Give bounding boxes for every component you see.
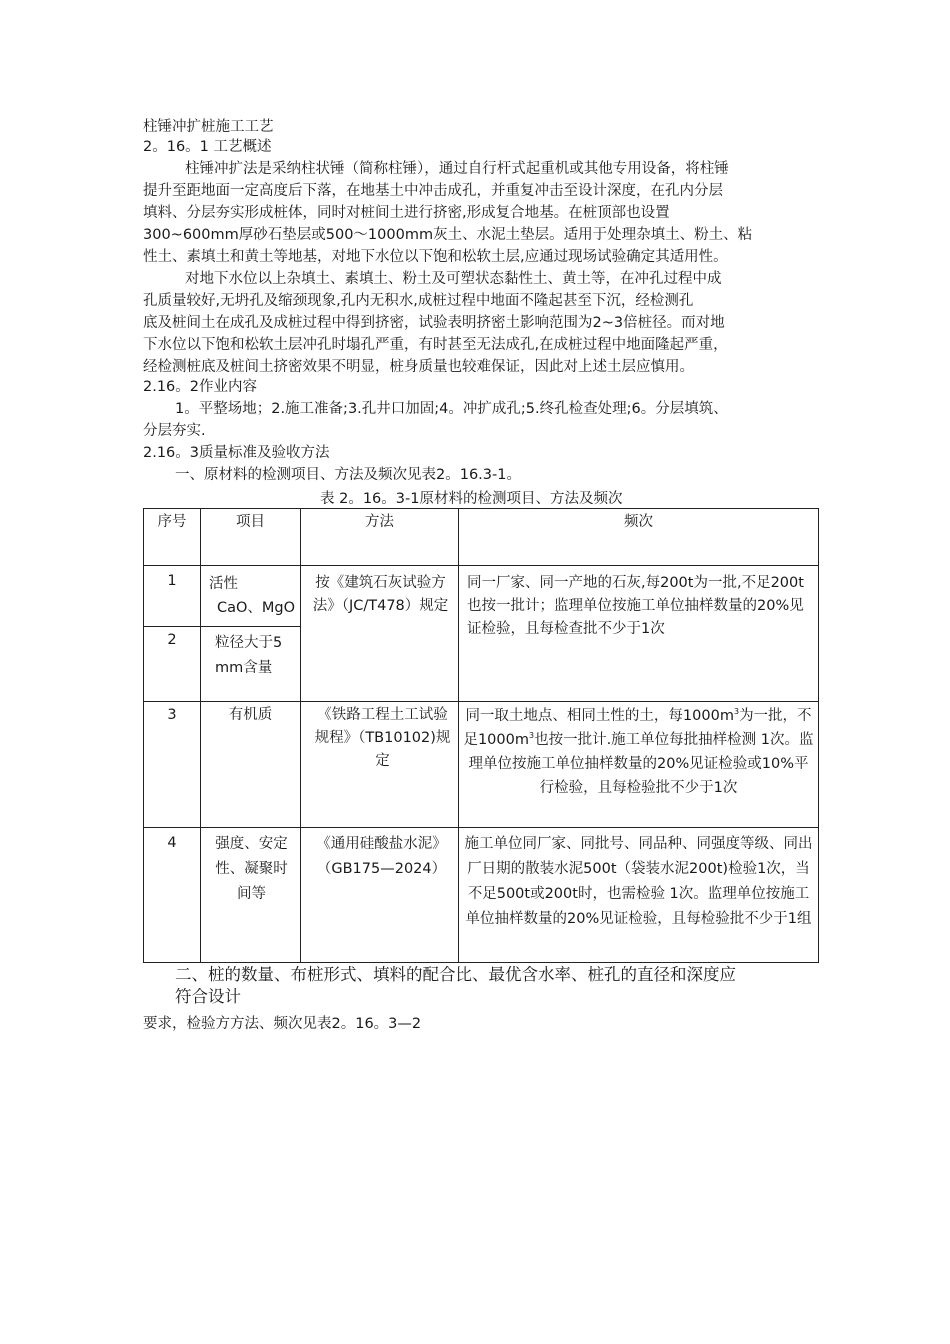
header-cell-no: 序号 bbox=[144, 509, 201, 566]
table-row bbox=[144, 828, 819, 963]
paragraph-line: 分层夯实. bbox=[143, 423, 206, 439]
frequency-cell: 同一厂家、同一产地的石灰,每200t为一批,不足200t也按一批计；监理单位按施工单位抽样数量的20%见证检验，且每检查批不少于1次 bbox=[459, 566, 819, 702]
method-cell: 《铁路工程土工试验规程》（TB10102)规定 bbox=[301, 702, 459, 828]
method-cell: 按《建筑石灰试验方法》（JC/T478）规定 bbox=[301, 566, 459, 702]
list-item-1: 一、原材料的检测项目、方法及频次见表2。16.3-1。 bbox=[175, 467, 521, 483]
row-number: 4 bbox=[144, 828, 201, 963]
paragraph-line: 300~600mm厚砂石垫层或500～1000mm灰土、水泥土垫层。适用于处理杂填土、粉土、粘 bbox=[143, 227, 753, 243]
section-heading-2-16-1: 2。16。1 工艺概述 bbox=[143, 139, 272, 155]
section-heading-2-16-2: 2.16。2作业内容 bbox=[143, 379, 258, 395]
section-heading-2-16-3: 2.16。3质量标准及验收方法 bbox=[143, 445, 330, 461]
list-item-2: 二、桩的数量、布桩形式、填料的配合比、最优含水率、桩孔的直径和深度应 bbox=[175, 965, 736, 984]
item-cell: 有机质 bbox=[201, 702, 301, 828]
paragraph-line: 对地下水位以上杂填土、素填土、粉土及可塑状态黏性土、黄土等，在冲孔过程中成 bbox=[185, 271, 722, 287]
paragraph-line: 要求，检验方方法、频次见表2。16。3—2 bbox=[143, 1016, 422, 1032]
row-number: 3 bbox=[144, 702, 201, 828]
method-cell: 《通用硅酸盐水泥》（GB175—2024） bbox=[301, 828, 459, 963]
table-header-row bbox=[144, 509, 819, 566]
item-cell: 活性 CaO、MgO bbox=[201, 566, 301, 627]
paragraph-line: 1。平整场地；2.施工准备;3.孔井口加固;4。冲扩成孔;5.终孔检查处理;6。分层填筑、 bbox=[175, 401, 728, 417]
paragraph-line: 提升至距地面一定高度后下落，在地基土中冲击成孔，并重复冲击至设计深度，在孔内分层 bbox=[143, 183, 723, 199]
row-number: 1 bbox=[144, 566, 201, 627]
paragraph-line: 经检测桩底及桩间土挤密效果不明显，桩身质量也较难保证，因此对上述土层应慎用。 bbox=[143, 359, 694, 375]
paragraph-line: 底及桩间土在成孔及成桩过程中得到挤密，试验表明挤密土影响范围为2~3倍桩径。而对地 bbox=[143, 315, 725, 331]
paragraph-line: 下水位以下饱和松软土层冲孔时塌孔严重，有时甚至无法成孔,在成桩过程中地面隆起严重， bbox=[143, 337, 728, 353]
table-row bbox=[144, 566, 819, 627]
table-caption: 表 2。16。3-1原材料的检测项目、方法及频次 bbox=[320, 491, 623, 507]
paragraph-line: 孔质量较好,无坍孔及缩颈现象,孔内无积水,成桩过程中地面不隆起甚至下沉，经检测孔 bbox=[143, 293, 694, 309]
paragraph-line: 柱锤冲扩法是采纳柱状锤（简称柱锤），通过自行杆式起重机或其他专用设备，将柱锤 bbox=[185, 161, 729, 177]
table-row bbox=[144, 702, 819, 828]
frequency-cell: 同一取土地点、相同土性的土，每$1000m^3$为一批，不足$1000m^3$也按一批计.施工单位每批抽样检测 1次。监理单位按施工单位抽样数量的20%见证检验或10%平行检验，且每检验批不少于1次 bbox=[459, 702, 819, 828]
paragraph-line: 性土、素填土和黄土等地基，对地下水位以下饱和松软土层,应通过现场试验确定其适用性。 bbox=[143, 249, 728, 265]
list-item-2-cont: 符合设计 bbox=[175, 987, 241, 1006]
header-cell-method: 方法 bbox=[301, 509, 459, 566]
header-cell-frequency: 频次 bbox=[459, 509, 819, 566]
frequency-cell: 施工单位同厂家、同批号、同品种、同强度等级、同出厂日期的散装水泥500t（袋装水泥200t)检验1次，当不足500t或200t时，也需检验 1次。监理单位按施工单位抽样数量的20%见证检验，且每检验批不少于1组 bbox=[459, 828, 819, 963]
header-cell-item: 项目 bbox=[201, 509, 301, 566]
paragraph-line: 填料、分层夯实形成桩体，同时对桩间土进行挤密,形成复合地基。在桩顶部也设置 bbox=[143, 205, 670, 221]
item-cell: 强度、安定性、凝聚时间等 bbox=[201, 828, 301, 963]
materials-table bbox=[143, 508, 819, 963]
row-number: 2 bbox=[144, 627, 201, 702]
item-cell: 粒径大于5mm含量 bbox=[201, 627, 301, 702]
item-cell-cao: CaO、MgO bbox=[217, 600, 296, 616]
doc-title: 柱锤冲扩桩施工工艺 bbox=[143, 119, 274, 135]
